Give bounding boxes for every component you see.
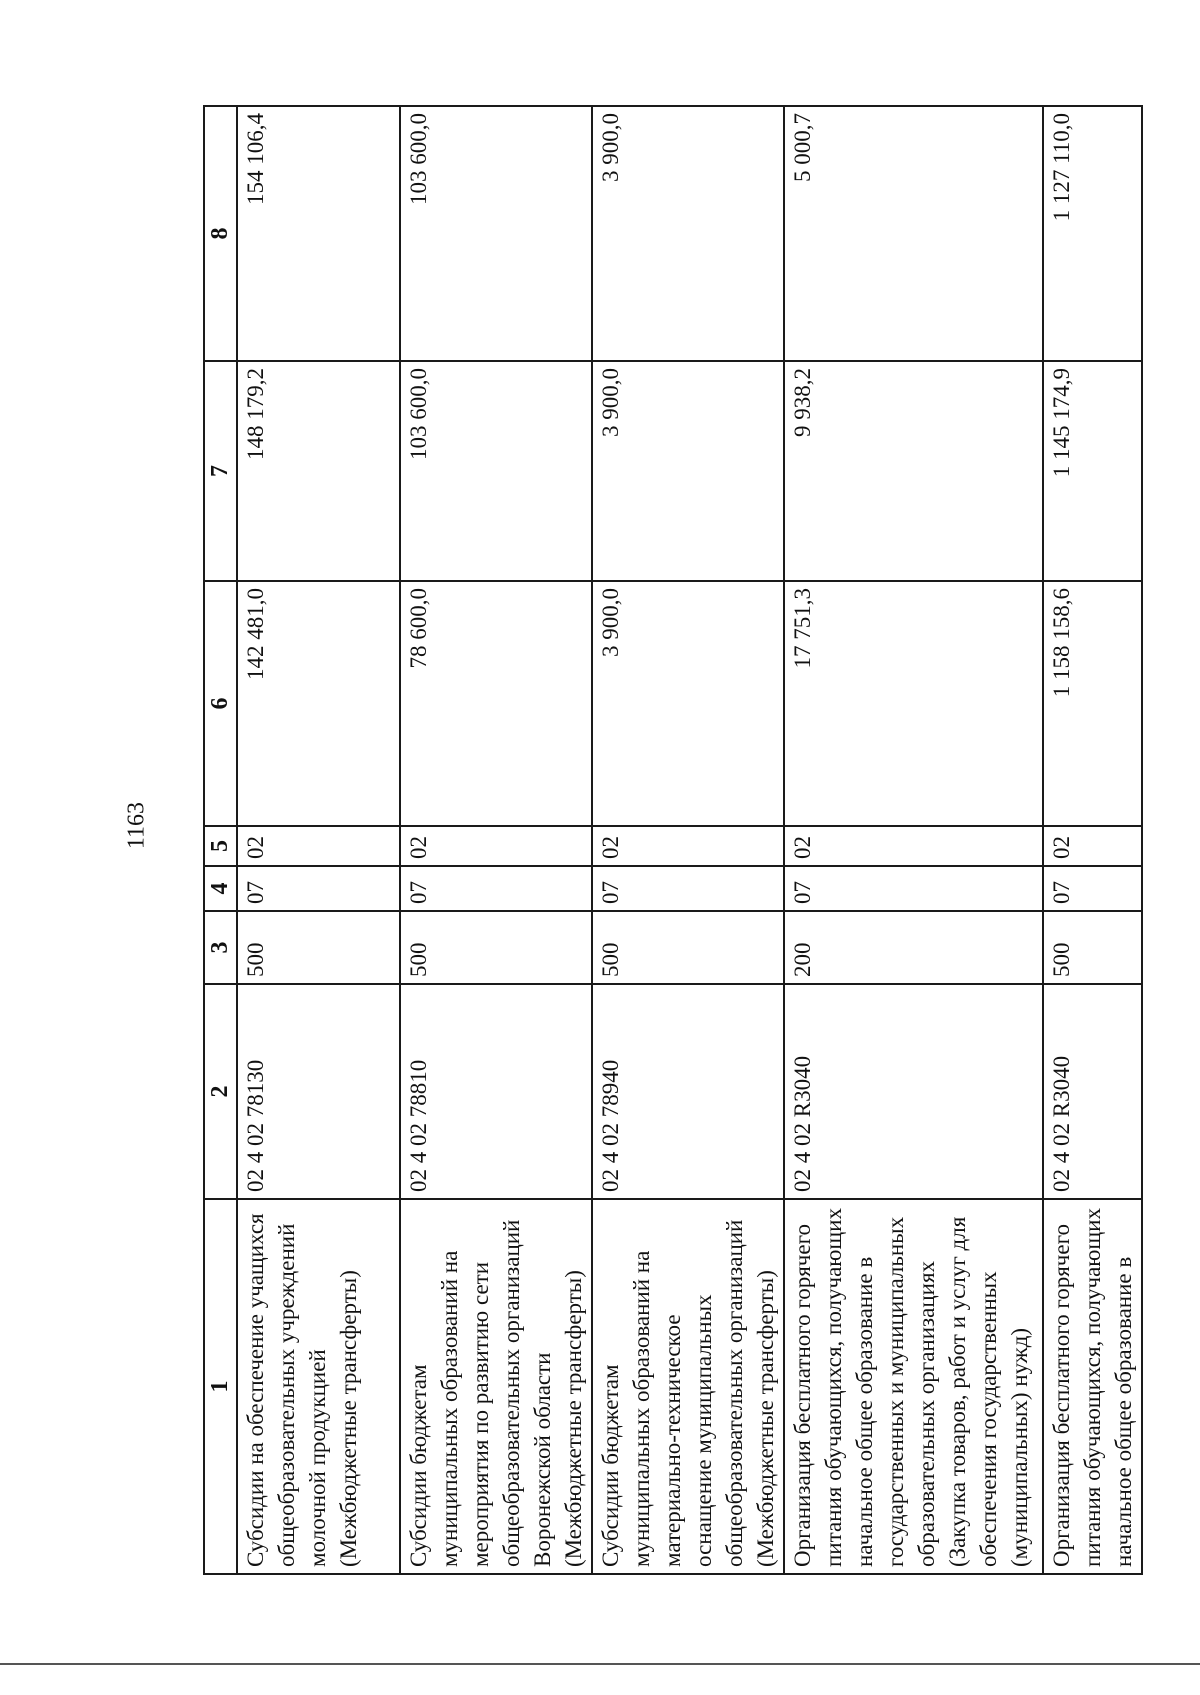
- scan-edge-line: [0, 1663, 1200, 1665]
- amount-col8: 3 900,0: [592, 106, 784, 361]
- row-description: Субсидии на обеспечение учащихся общеобразовательных учреждений молочной продукцией (Межбюджетные трансферты): [237, 1199, 400, 1574]
- section-code: 07: [237, 866, 400, 911]
- amount-col6: 17 751,3: [784, 581, 1043, 826]
- row-description: Организация бесплатного горячего питания обучающихся, получающих начальное общее образование в государственных и муниципальных образовательных организациях (Закупка товаров, работ и услуг для обеспечения государственных (муниципальных) нужд): [784, 1199, 1043, 1574]
- target-code: 02 4 02 R3040: [784, 984, 1043, 1199]
- amount-col7: 148 179,2: [237, 361, 400, 581]
- table-row: [592, 106, 784, 1574]
- column-header-3: 3: [204, 911, 237, 984]
- column-header-2: 2: [204, 984, 237, 1199]
- row-description: Организация бесплатного горячего питания обучающихся, получающих начальное общее образование в: [1043, 1199, 1142, 1574]
- amount-col7: 3 900,0: [592, 361, 784, 581]
- column-header-8: 8: [204, 106, 237, 361]
- amount-col8: 154 106,4: [237, 106, 400, 361]
- subsection-code: 02: [237, 826, 400, 866]
- section-code: 07: [400, 866, 592, 911]
- column-header-4: 4: [204, 866, 237, 911]
- amount-col6: 1 158 158,6: [1043, 581, 1142, 826]
- amount-col8: 103 600,0: [400, 106, 592, 361]
- column-header-1: 1: [204, 1199, 237, 1574]
- expense-type: 500: [237, 911, 400, 984]
- table-row: [237, 106, 400, 1574]
- amount-col8: 1 127 110,0: [1043, 106, 1142, 361]
- target-code: 02 4 02 78940: [592, 984, 784, 1199]
- column-header-5: 5: [204, 826, 237, 866]
- column-header-7: 7: [204, 361, 237, 581]
- expense-type: 500: [400, 911, 592, 984]
- amount-col7: 103 600,0: [400, 361, 592, 581]
- section-code: 07: [1043, 866, 1142, 911]
- table-row: [400, 106, 592, 1574]
- section-code: 07: [784, 866, 1043, 911]
- target-code: 02 4 02 78810: [400, 984, 592, 1199]
- amount-col7: 1 145 174,9: [1043, 361, 1142, 581]
- amount-col6: 3 900,0: [592, 581, 784, 826]
- table-header-row: [204, 106, 237, 1574]
- expense-type: 500: [592, 911, 784, 984]
- section-code: 07: [592, 866, 784, 911]
- subsection-code: 02: [1043, 826, 1142, 866]
- table-row: [784, 106, 1043, 1574]
- expense-type: 500: [1043, 911, 1142, 984]
- row-description: Субсидии бюджетам муниципальных образований на мероприятия по развитию сети общеобразовательных организаций Воронежской области (Межбюджетные трансферты): [400, 1199, 592, 1574]
- target-code: 02 4 02 R3040: [1043, 984, 1142, 1199]
- rotated-table-container: [203, 107, 1136, 1575]
- page-number: 1163: [123, 801, 150, 850]
- table-row: [1043, 106, 1142, 1574]
- subsection-code: 02: [784, 826, 1043, 866]
- amount-col7: 9 938,2: [784, 361, 1043, 581]
- target-code: 02 4 02 78130: [237, 984, 400, 1199]
- column-header-6: 6: [204, 581, 237, 826]
- budget-table: [203, 105, 1143, 1575]
- expense-type: 200: [784, 911, 1043, 984]
- subsection-code: 02: [400, 826, 592, 866]
- amount-col6: 142 481,0: [237, 581, 400, 826]
- row-description: Субсидии бюджетам муниципальных образований на материально-техническое оснащение муниципальных общеобразовательных организаций (Межбюджетные трансферты): [592, 1199, 784, 1574]
- amount-col8: 5 000,7: [784, 106, 1043, 361]
- subsection-code: 02: [592, 826, 784, 866]
- amount-col6: 78 600,0: [400, 581, 592, 826]
